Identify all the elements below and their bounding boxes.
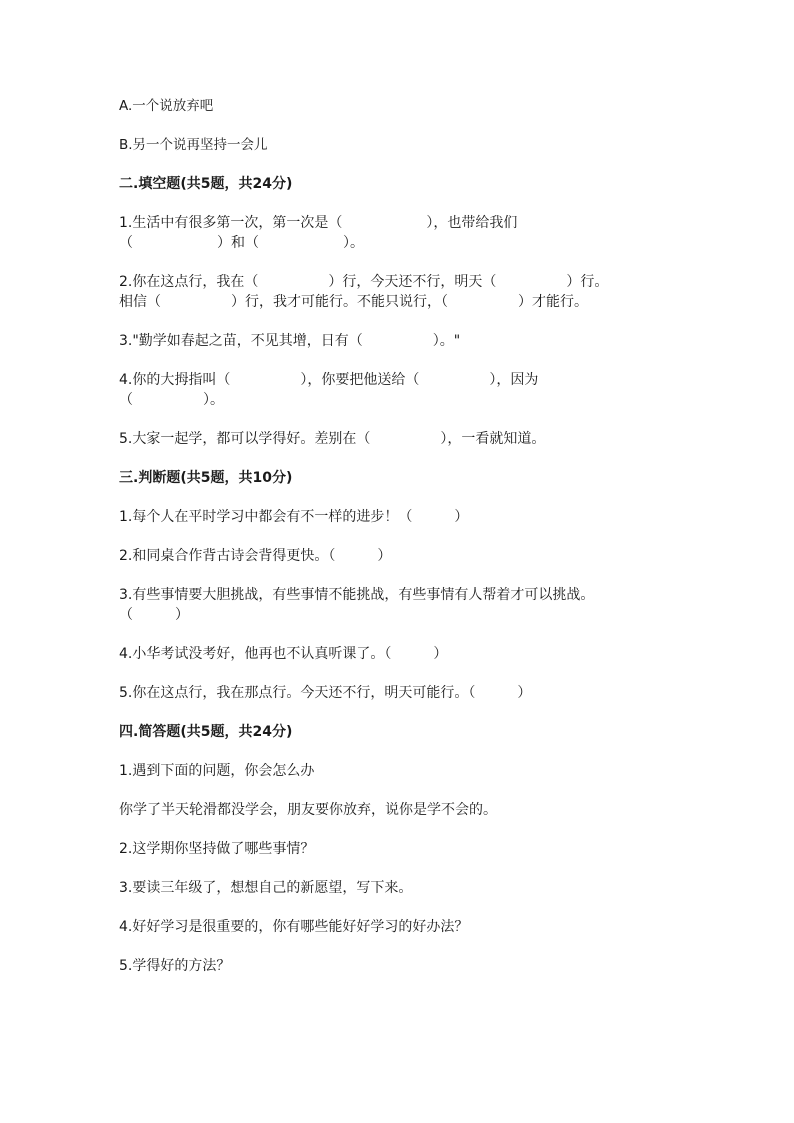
fill-question-1-line-1: 1.生活中有很多第一次，第一次是（ ），也带给我们 — [119, 215, 518, 231]
section-title-true-false: 三.判断题(共5题，共10分) — [119, 470, 293, 486]
answer-question-1-detail: 你学了半天轮滑都没学会，朋友要你放弃，说你是学不会的。 — [119, 802, 497, 818]
section-title-fill-blank: 二.填空题(共5题，共24分) — [119, 176, 293, 192]
option-b: B.另一个说再坚持一会儿 — [119, 137, 268, 153]
judge-question-2: 2.和同桌合作背古诗会背得更快。（ ） — [119, 548, 392, 564]
fill-question-4-line-2: （ ）。 — [119, 392, 224, 408]
fill-question-3: 3."勤学如春起之苗，不见其增，日有（ ）。" — [119, 333, 461, 349]
option-a: A.一个说放弃吧 — [119, 98, 214, 114]
answer-question-5: 5.学得好的方法？ — [119, 958, 231, 974]
answer-question-1: 1.遇到下面的问题，你会怎么办 — [119, 763, 315, 779]
fill-question-2-line-1: 2.你在这点行，我在（ ）行，今天还不行，明天（ ）行。 — [119, 274, 609, 290]
answer-question-2: 2.这学期你坚持做了哪些事情？ — [119, 841, 315, 857]
section-title-short-answer: 四.简答题(共5题，共24分) — [119, 724, 293, 740]
judge-question-3-line-2: （ ） — [119, 607, 189, 623]
answer-question-4: 4.好好学习是很重要的，你有哪些能好好学习的好办法？ — [119, 919, 469, 935]
fill-question-4-line-1: 4.你的大拇指叫（ ），你要把他送给（ ），因为 — [119, 372, 539, 388]
fill-question-5: 5.大家一起学，都可以学得好。差别在（ ），一看就知道。 — [119, 431, 546, 447]
answer-question-3: 3.要读三年级了，想想自己的新愿望，写下来。 — [119, 880, 413, 896]
judge-question-3-line-1: 3.有些事情要大胆挑战，有些事情不能挑战，有些事情有人帮着才可以挑战。 — [119, 587, 595, 603]
judge-question-5: 5.你在这点行，我在那点行。今天还不行，明天可能行。（ ） — [119, 685, 532, 701]
fill-question-1-line-2: （ ）和（ ）。 — [119, 235, 364, 251]
judge-question-4: 4.小华考试没考好，他再也不认真听课了。（ ） — [119, 646, 448, 662]
judge-question-1: 1.每个人在平时学习中都会有不一样的进步！（ ） — [119, 509, 469, 525]
fill-question-2-line-2: 相信（ ）行，我才可能行。不能只说行，（ ）才能行。 — [119, 294, 588, 310]
